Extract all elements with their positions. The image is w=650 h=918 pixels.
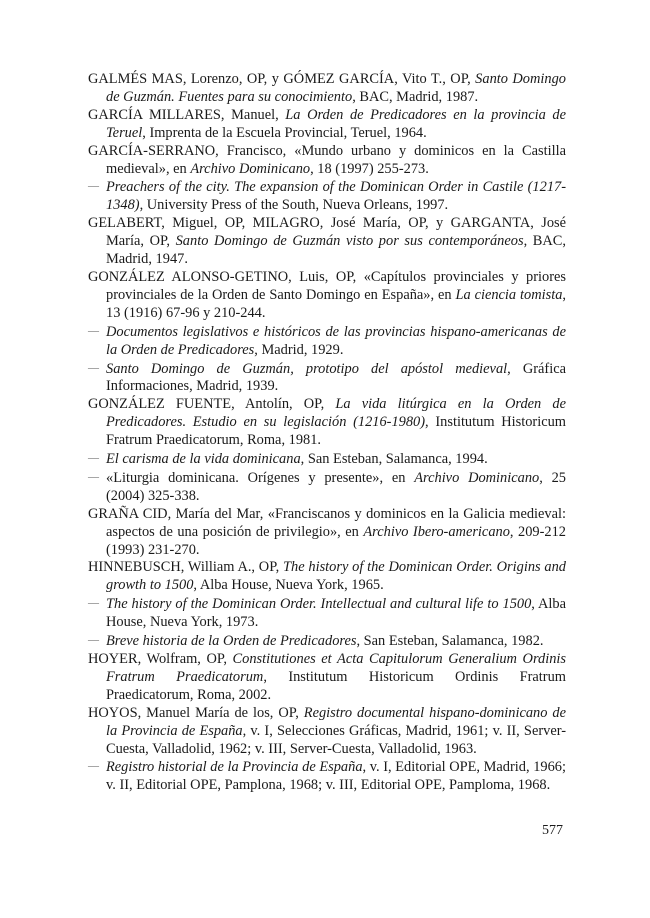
repeat-author-dash-icon: — xyxy=(88,760,99,773)
entry-text: , Madrid, 1929. xyxy=(254,341,344,358)
bibliography-sub-entry xyxy=(88,469,566,506)
entry-text: , BAC, Madrid, 1947. xyxy=(106,233,566,268)
bibliography-sub-entry xyxy=(88,323,566,360)
entry-text: HOYER, Wolfram, OP, xyxy=(88,651,233,667)
entry-text: , Institutum Historicum Fratrum Praedicatorum, Roma, 1981. xyxy=(106,414,566,449)
entry-text: GALMÉS MAS, Lorenzo, OP, y GÓMEZ GARCÍA, Vito T., OP, xyxy=(88,71,476,87)
repeat-author-dash-icon: — xyxy=(88,470,99,483)
entry-title-text: Registro documental hispano-dominicano de la Provincia de España xyxy=(106,704,567,739)
entry-text: GELABERT, Miguel, OP, MILAGRO, José María, OP, y GARGANTA, José María, OP, xyxy=(88,215,566,250)
entry-text: GONZÁLEZ FUENTE, Antolín, OP, xyxy=(88,396,336,413)
entry-title-text: Breve historia de la Orden de Predicadores xyxy=(106,633,357,650)
repeat-author-dash-icon: — xyxy=(88,324,99,337)
entry-text: GARCÍA-SERRANO, Francisco, «Mundo urbano y dominicos en la Castilla medieval», en xyxy=(88,142,566,177)
page-number: 577 xyxy=(542,823,563,838)
entry-title-text: Santo Domingo de Guzmán. Fuentes para su conocimiento xyxy=(106,71,566,105)
entry-text: , Imprenta de la Escuela Provincial, Teruel, 1964. xyxy=(142,124,427,141)
entry-title-text: The history of the Dominican Order. Origins and growth to 1500 xyxy=(106,559,566,594)
entry-text: HOYOS, Manuel María de los, OP, xyxy=(88,704,304,721)
bibliography-sub-entry xyxy=(88,595,566,632)
entry-text: , 25 (2004) 325-338. xyxy=(106,469,566,504)
entry-text: , 13 (1916) 67-96 y 210-244. xyxy=(106,286,566,321)
bibliography-entry xyxy=(88,506,566,560)
bibliography-sub-entry xyxy=(88,758,566,795)
bibliography-sub-entry xyxy=(88,632,566,651)
entry-title-text: Documentos legislativos e históricos de las provincias hispano-americanas de la Orden de Predicadores xyxy=(106,323,566,358)
entry-title-text: Constitutiones et Acta Capitulorum Generalium Ordinis Fratrum Praedicatorum xyxy=(106,651,566,685)
entry-text: , Gráfica Informaciones, Madrid, 1939. xyxy=(106,360,566,395)
entry-title-text: El carisma de la vida dominicana xyxy=(106,451,301,468)
entry-title-text: Archivo Ibero-americano xyxy=(363,523,510,540)
bibliography-sub-entry xyxy=(88,178,566,215)
bibliography-sub-entry xyxy=(88,450,566,469)
entry-text: , San Esteban, Salamanca, 1982. xyxy=(356,633,544,650)
bibliography-entry xyxy=(88,651,566,705)
entry-text: , 209-212 (1993) 231-270. xyxy=(106,523,566,558)
entry-text: «Liturgia dominicana. Orígenes y presente», en xyxy=(106,469,415,486)
entry-title-text: The history of the Dominican Order. Intellectual and cultural life to 1500 xyxy=(106,596,532,613)
bibliography-entry xyxy=(88,215,566,269)
entry-title-text: Archivo Dominicano xyxy=(414,469,540,486)
entry-text: , San Esteban, Salamanca, 1994. xyxy=(300,451,488,468)
entry-text: , University Press of the South, Nueva Orleans, 1997. xyxy=(139,197,449,214)
entry-text: , Alba House, Nueva York, 1973. xyxy=(106,596,567,631)
entry-text: GONZÁLEZ ALONSO-GETINO, Luis, OP, «Capítulos provinciales y priores provinciales de la Orden de Santo Domingo en España», en xyxy=(88,268,566,303)
entry-text: , v. I, Selecciones Gráficas, Madrid, 1961; v. II, Server-Cuesta, Valladolid, 1962; v. III, Server-Cuesta, Valladolid, 1963. xyxy=(106,722,566,757)
bibliography-entry xyxy=(88,269,566,323)
repeat-author-dash-icon: — xyxy=(88,597,99,610)
entry-text: , Institutum Historicum Ordinis Fratrum Praedicatorum, Roma, 2002. xyxy=(106,668,566,703)
repeat-author-dash-icon: — xyxy=(88,452,99,465)
entry-text: GARCÍA MILLARES, Manuel, xyxy=(88,106,286,123)
bibliography-entry xyxy=(88,107,566,143)
entry-text: , Alba House, Nueva York, 1965. xyxy=(193,577,384,594)
entry-text: , v. I, Editorial OPE, Madrid, 1966; v. II, Editorial OPE, Pamplona, 1968; v. III, Editorial OPE, Pamploma, 1968. xyxy=(106,759,566,794)
entry-title-text: Registro historial de la Provincia de España xyxy=(106,759,363,776)
bibliography-entry xyxy=(88,71,566,107)
bibliography-entry xyxy=(88,143,566,179)
entry-text: HINNEBUSCH, William A., OP, xyxy=(88,559,283,576)
entry-title-text: Santo Domingo de Guzmán visto por sus contemporáneos xyxy=(175,233,524,250)
bibliography-entry xyxy=(88,396,566,450)
entry-text: , 18 (1997) 255-273. xyxy=(310,160,429,177)
repeat-author-dash-icon: — xyxy=(88,634,99,647)
entry-text: , BAC, Madrid, 1987. xyxy=(352,88,479,105)
entry-title-text: La vida litúrgica en la Orden de Predicadores. Estudio en su legislación (1216-1980) xyxy=(106,396,566,431)
bibliography-entry xyxy=(88,705,566,759)
entry-title-text: Preachers of the city. The expansion of the Dominican Order in Castile (1217-1348) xyxy=(106,179,566,214)
repeat-author-dash-icon: — xyxy=(88,361,99,374)
entry-title-text: La Orden de Predicadores en la provincia de Teruel xyxy=(106,106,566,141)
entry-title-text: Archivo Dominicano xyxy=(190,160,311,177)
repeat-author-dash-icon: — xyxy=(88,180,99,193)
entry-title-text: Santo Domingo de Guzmán, prototipo del apóstol medieval xyxy=(106,360,508,377)
bibliography-list xyxy=(88,71,566,795)
bibliography-entry xyxy=(88,559,566,595)
bibliography-sub-entry xyxy=(88,360,566,397)
entry-text: GRAÑA CID, María del Mar, «Franciscanos y dominicos en la Galicia medieval: aspectos de una posición de privilegio», en xyxy=(88,505,566,540)
entry-title-text: La ciencia tomista xyxy=(455,286,563,303)
